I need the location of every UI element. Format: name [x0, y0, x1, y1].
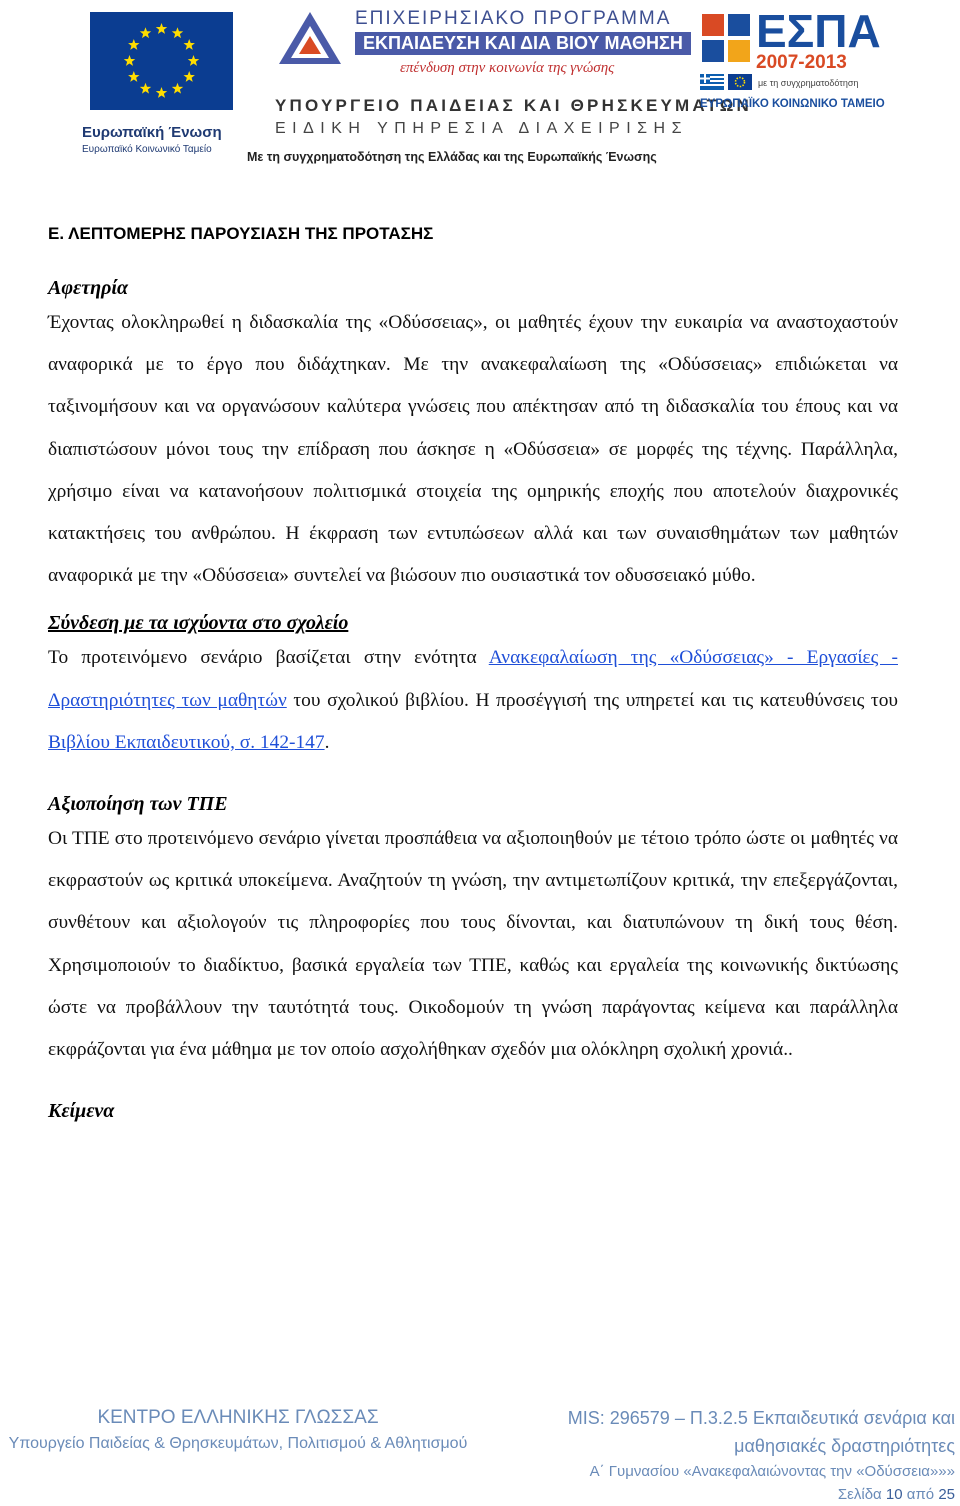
header-logos — [0, 0, 960, 180]
document-body — [48, 224, 898, 1125]
flags-icon — [700, 74, 875, 90]
footer-mis: MIS: 296579 – Π.3.2.5 Εκπαιδευτικά σενάρια και μαθησιακές δραστηριότητες — [567, 1408, 955, 1456]
eu-star-icon — [184, 39, 195, 50]
page-current: 10 — [885, 1486, 903, 1503]
eu-star-icon — [156, 23, 167, 34]
program-service: ΕΙΔΙΚΗ ΥΠΗΡΕΣΙΑ ΔΙΑΧΕΙΡΙΣΗΣ — [275, 120, 688, 137]
eu-star-icon — [140, 83, 151, 94]
eu-star-icon — [128, 71, 139, 82]
espa-logo — [698, 5, 885, 126]
ict-heading: Αξιοποίηση των ΤΠΕ — [48, 793, 228, 816]
eu-flag-icon — [90, 12, 233, 110]
program-logo — [247, 6, 753, 171]
espa-years: 2007-2013 — [756, 52, 847, 73]
start-heading: Αφετηρία — [48, 277, 129, 299]
espa-fund: ΕΥΡΩΠΑΪΚΟ ΚΟΙΝΩΝΙΚΟ ΤΑΜΕΙΟ — [700, 98, 885, 110]
eu-star-icon — [156, 87, 167, 98]
texts-heading: Κείμενα — [48, 1100, 115, 1123]
eu-star-icon — [172, 83, 183, 94]
program-ministry: ΥΠΟΥΡΓΕΙΟ ΠΑΙΔΕΙΑΣ ΚΑΙ ΘΡΗΣΚΕΥΜΑΤΩΝ — [275, 96, 753, 115]
page-label: Σελίδα — [837, 1486, 882, 1503]
espa-mark-icon — [700, 12, 754, 64]
footer-ministry: Υπουργείο Παιδείας & Θρησκευμάτων, Πολιτισμού & Αθλητισμού — [8, 1435, 468, 1452]
program-mark-icon — [277, 10, 343, 66]
page-of: από — [906, 1486, 935, 1503]
connection-heading: Σύνδεση με τα ισχύοντα στο σχολείο — [48, 612, 349, 635]
teacher-book-link[interactable]: Βιβλίου Εκπαιδευτικού, σ. 142-147 — [48, 731, 325, 753]
footer-right — [490, 1404, 955, 1506]
section-title: Ε. ΛΕΠΤΟΜΕΡΗΣ ΠΑΡΟΥΣΙΑΣΗ ΤΗΣ ΠΡΟΤΑΣΗΣ — [48, 224, 434, 243]
eu-name: Ευρωπαϊκή Ένωση — [82, 124, 222, 141]
eu-star-icon — [128, 39, 139, 50]
program-title-line1: ΕΠΙΧΕΙΡΗΣΙΑΚΟ ΠΡΟΓΡΑΜΜΑ — [355, 8, 672, 29]
eu-star-icon — [184, 71, 195, 82]
footer-program: Α΄ Γυμνασίου «Ανακεφαλαιώνοντας την «Οδύσσεια»»» — [589, 1463, 955, 1480]
eu-star-icon — [140, 27, 151, 38]
eu-stars-icon — [90, 12, 233, 110]
page-total: 25 — [938, 1486, 955, 1503]
program-cofunding: Με τη συγχρηματοδότηση της Ελλάδας και της Ευρωπαϊκής Ένωσης — [247, 150, 657, 164]
program-title-line2: ΕΚΠΑΙΔΕΥΣΗ ΚΑΙ ΔΙΑ ΒΙΟΥ ΜΑΘΗΣΗ — [355, 32, 691, 55]
footer-left — [0, 1404, 476, 1456]
connection-paragraph — [48, 637, 898, 764]
start-paragraph: Έχοντας ολοκληρωθεί η διδασκαλία της «Οδύσσειας», οι μαθητές έχουν την ευκαιρία να αναστοχαστούν αναφορικά με το έργο που διδάχτηκαν. Με την ανακεφαλαίωση της «Οδύσσειας» επιδιώκεται να ταξινομήσουν και να οργανώσουν καλύτερα γνώσεις που απέκτησαν από τη διδασκαλία του έπους και να διαπιστώσουν μόνοι τους την επίδραση που άσκησε η «Οδύσσεια» σε μορφές της τέχνης. Παράλληλα, χρήσιμο είναι να κατανοήσουν πολιτισμικά στοιχεία της ομηρικής εποχής που αποτελούν διαχρονικές κατακτήσεις του ανθρώπου. Η έκφραση των εντυπώσεων αλλά και των συναισθημάτων των μαθητών αναφορικά με την «Οδύσσεια» συντελεί να βιώσουν πιο ουσιαστικά τον οδυσσειακό μύθο. — [48, 312, 898, 587]
eu-star-icon — [188, 55, 199, 66]
eu-fund: Ευρωπαϊκό Κοινωνικό Ταμείο — [82, 144, 212, 155]
svg-text:με τη συγχρηματοδότηση: με τη συγχρηματοδότηση — [758, 78, 859, 88]
connection-text-before: Το προτεινόμενο σενάριο βασίζεται στην ενότητα — [48, 647, 489, 669]
eu-logo — [78, 8, 248, 158]
connection-text-after: . — [324, 731, 330, 753]
eu-star-icon — [124, 55, 135, 66]
textbook-unit-link[interactable]: Ανακεφαλαίωση της «Οδύσσειας» - Εργασίες - Δραστηριότητες των μαθητών — [48, 647, 898, 711]
program-slogan: επένδυση στην κοινωνία της γνώσης — [400, 60, 615, 76]
eu-star-icon — [172, 27, 183, 38]
connection-text-middle: του σχολικού βιβλίου. Η προσέγγισή της υπηρετεί και τις κατευθύνσεις του — [286, 689, 898, 711]
ict-paragraph: Οι ΤΠΕ στο προτεινόμενο σενάριο γίνεται προσπάθεια να αξιοποιηθούν με τέτοιο τρόπο ώστε οι μαθητές να εκφραστούν ως κριτικά υποκείμενα. Αναζητούν τη γνώση, την αντιμετωπίζουν κριτικά, την επεξεργάζονται, συνθέτουν και αξιολογούν τις πληροφορίες που τους δίνονται, και διατυπώνουν τη δική τους θέση. Χρησιμοποιούν το διαδίκτυο, βασικά εργαλεία των ΤΠΕ, καθώς και εργαλεία της κοινωνικής δικτύωσης ώστε να προβάλλουν την ταυτότητά τους. Οικοδομούν τη γνώση παράγοντας κείμενα και παράλληλα εκφράζονται για ένα μάθημα με τον οποίο ασχολήθηκαν σχεδόν μια ολόκληρη σχολική χρονιά.. — [48, 828, 898, 1061]
page-number — [490, 1483, 955, 1506]
page-footer — [0, 1404, 960, 1503]
footer-center-name: ΚΕΝΤΡΟ ΕΛΛΗΝΙΚΗΣ ΓΛΩΣΣΑΣ — [97, 1407, 379, 1428]
espa-name: ΕΣΠΑ — [756, 5, 881, 57]
